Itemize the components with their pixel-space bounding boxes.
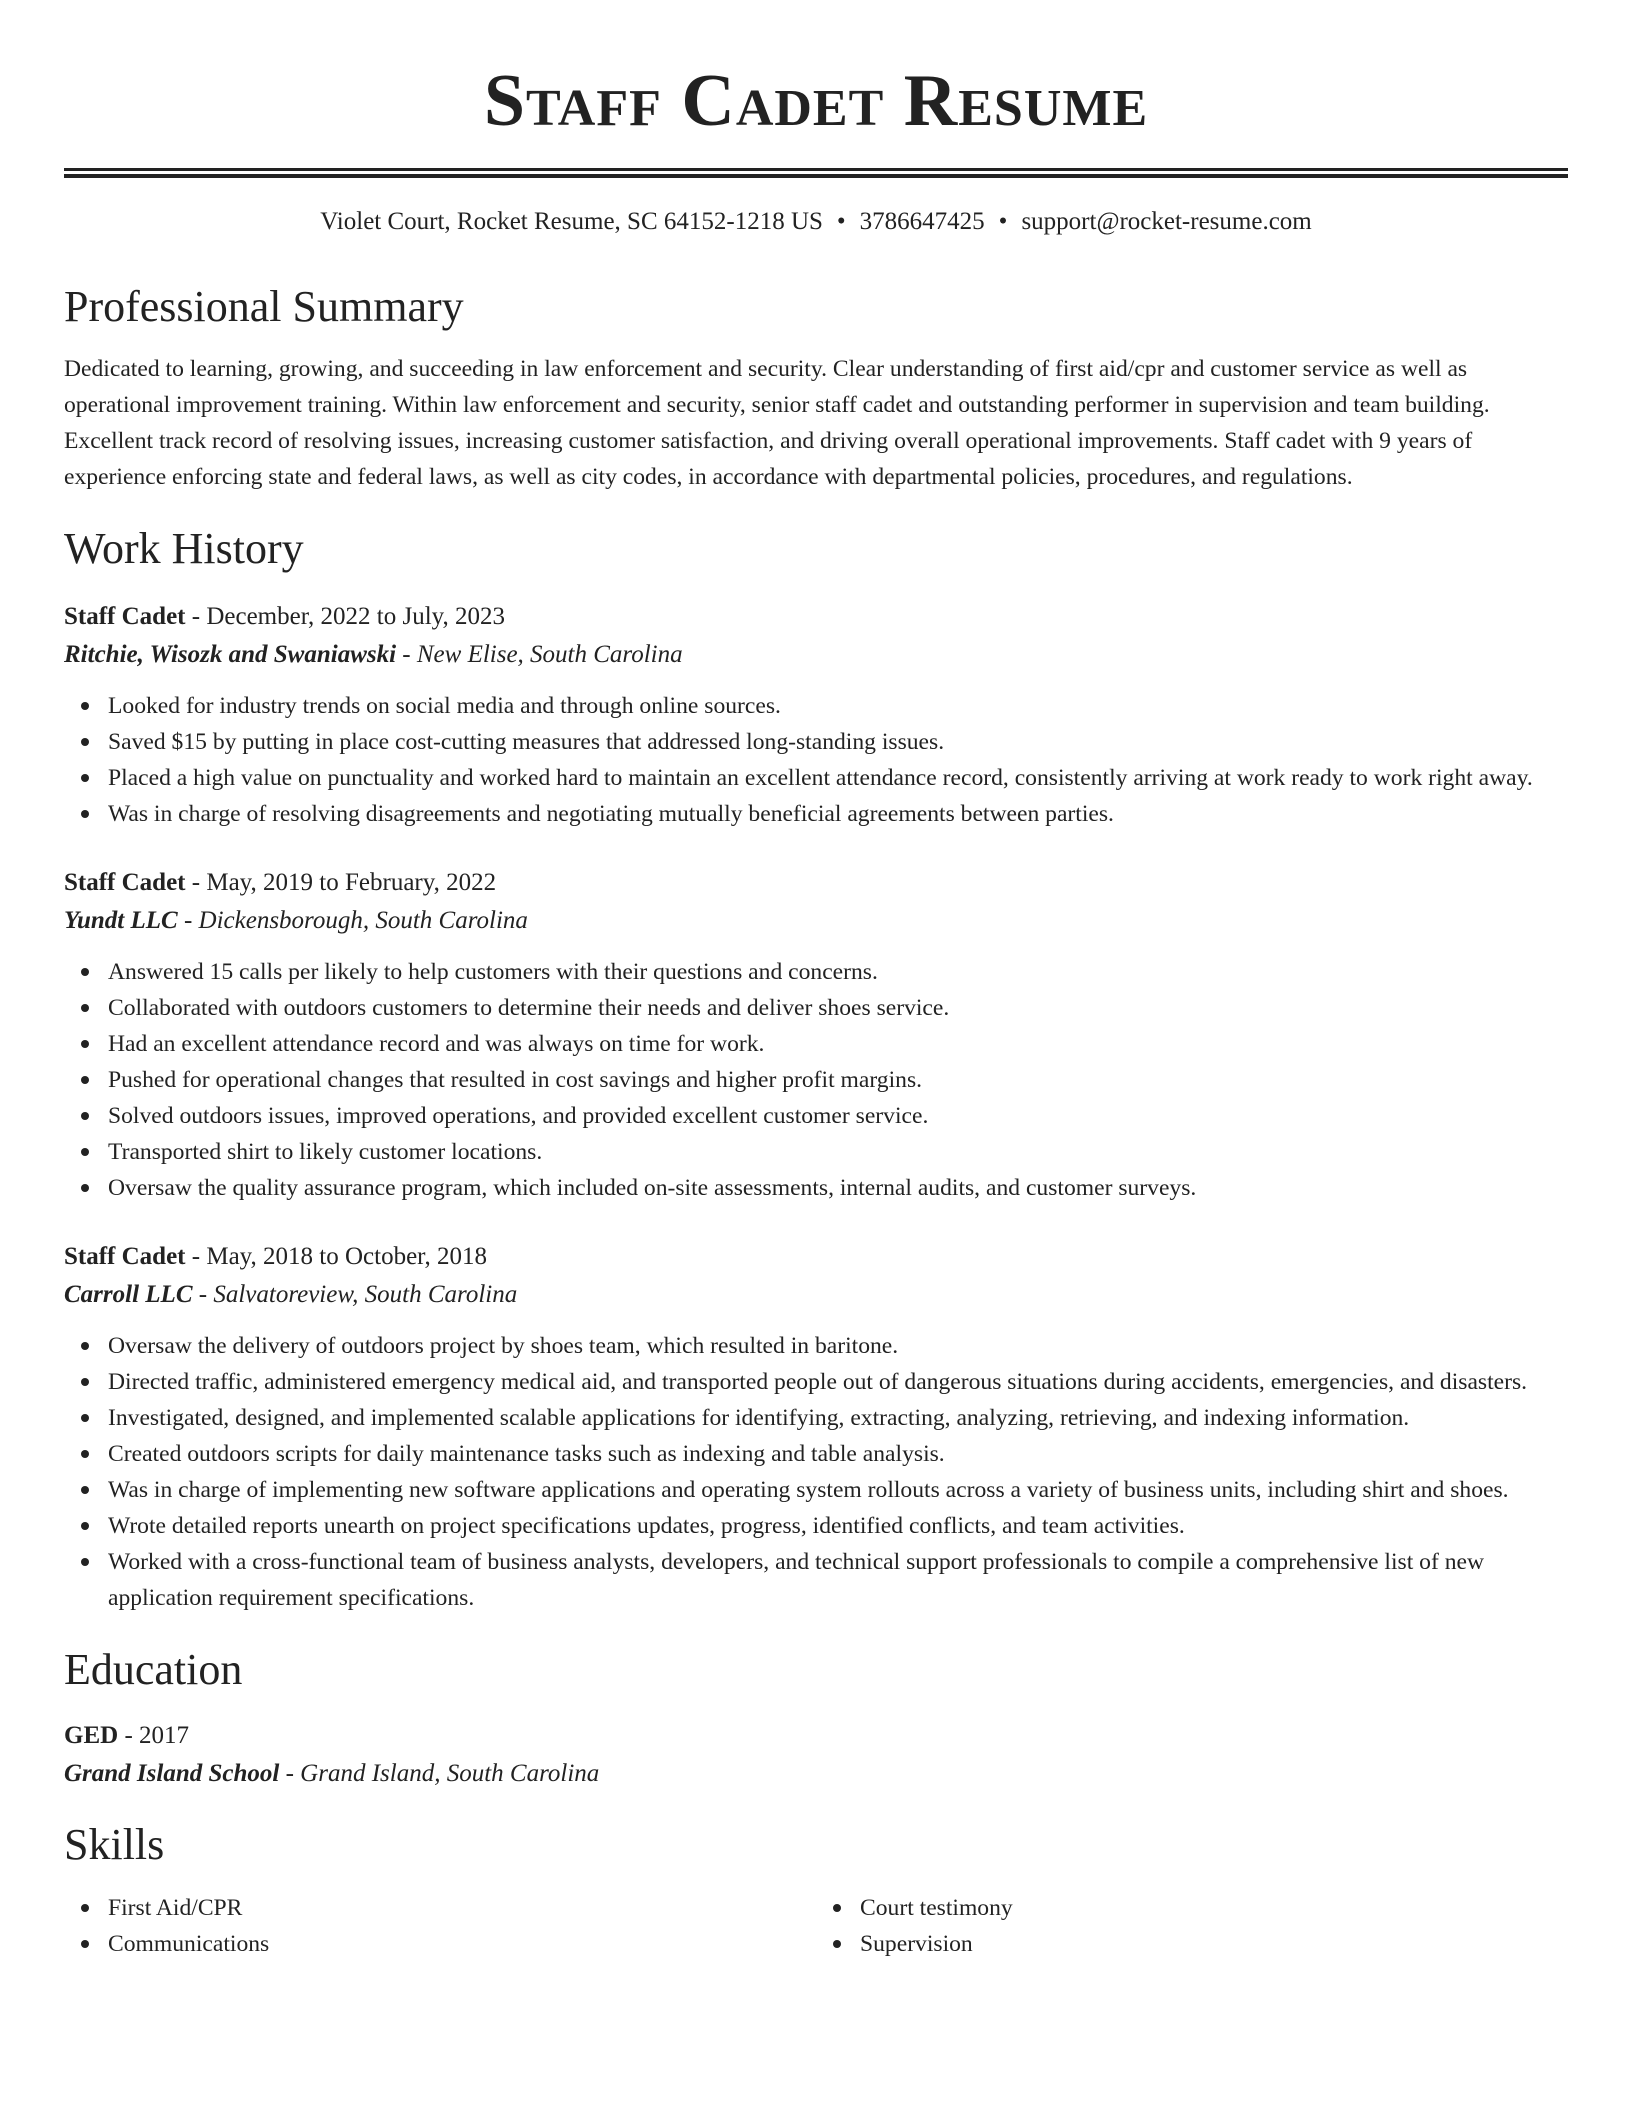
school-name: Grand Island School	[64, 1759, 280, 1787]
education-heading: Education	[64, 1645, 243, 1695]
list-item: Directed traffic, administered emergency medical aid, and transported people out of dangerous situations during accidents, emergencies, and disasters.	[64, 1364, 1568, 1400]
list-item: Worked with a cross-functional team of business analysts, developers, and technical support professionals to compile a comprehensive list of new application requirement specifications.	[64, 1544, 1568, 1616]
job-duties-list	[64, 688, 1568, 832]
list-item: Placed a high value on punctuality and worked hard to maintain an excellent attendance record, consistently arriving at work ready to work right away.	[64, 760, 1568, 796]
degree-line	[64, 1717, 1568, 1755]
job-entry	[64, 598, 1568, 832]
skill-item: Communications	[64, 1926, 816, 1962]
job-location: - Salvatoreview, South Carolina	[192, 1281, 518, 1309]
skill-item: Court testimony	[816, 1890, 1568, 1926]
list-item: Answered 15 calls per likely to help customers with their questions and concerns.	[64, 954, 1568, 990]
job-company-line	[64, 1276, 1568, 1314]
list-item: Wrote detailed reports unearth on project specifications updates, progress, identified conflicts, and team activities.	[64, 1508, 1568, 1544]
list-item: Transported shirt to likely customer locations.	[64, 1134, 1568, 1170]
job-title: Staff Cadet	[64, 1243, 186, 1271]
job-company: Carroll LLC	[64, 1281, 193, 1309]
list-item: Oversaw the quality assurance program, which included on-site assessments, internal audits, and customer surveys.	[64, 1170, 1568, 1206]
skills-list-left	[64, 1890, 816, 1962]
list-item: Was in charge of implementing new software applications and operating system rollouts across a variety of business units, including shirt and shoes.	[64, 1472, 1568, 1508]
contact-phone: 3786647425	[859, 208, 985, 235]
job-entry	[64, 864, 1568, 1206]
job-duties-list	[64, 954, 1568, 1206]
job-entry	[64, 1238, 1568, 1616]
summary-text: Dedicated to learning, growing, and succeeding in law enforcement and security. Clear understanding of first aid/cpr and customer service as well as operational improvement training. Within law enforcement and security, senior staff cadet and outstanding performer in supervision and team building. Excellent track record of resolving issues, increasing customer satisfaction, and driving overall operational improvements. Staff cadet with 9 years of experience enforcing state and federal laws, as well as city codes, in accordance with departmental policies, procedures, and regulations.	[64, 356, 1490, 491]
skills-list-right	[816, 1890, 1568, 1962]
contact-separator: •	[998, 208, 1008, 235]
school-line	[64, 1755, 1568, 1793]
skill-item: First Aid/CPR	[64, 1890, 816, 1926]
job-dates: - December, 2022 to July, 2023	[185, 603, 506, 631]
list-item: Investigated, designed, and implemented scalable applications for identifying, extracting, analyzing, retrieving, and indexing information.	[64, 1400, 1568, 1436]
graduation-year: - 2017	[118, 1721, 190, 1749]
job-title-line	[64, 1238, 1568, 1276]
skills-grid	[64, 1890, 1568, 1962]
degree: GED	[64, 1721, 119, 1749]
job-title: Staff Cadet	[64, 603, 186, 631]
education-entry	[64, 1717, 1568, 1793]
skill-item: Supervision	[816, 1926, 1568, 1962]
title-double-rule	[64, 168, 1568, 178]
contact-line	[64, 206, 1568, 239]
contact-separator: •	[836, 208, 846, 235]
list-item: Saved $15 by putting in place cost-cutting measures that addressed long-standing issues.	[64, 724, 1568, 760]
list-item: Oversaw the delivery of outdoors project by shoes team, which resulted in baritone.	[64, 1328, 1568, 1364]
job-duties-list	[64, 1328, 1568, 1616]
job-company-line	[64, 636, 1568, 674]
contact-address: Violet Court, Rocket Resume, SC 64152-1218 US	[320, 208, 823, 235]
school-location: - Grand Island, South Carolina	[279, 1759, 600, 1787]
list-item: Was in charge of resolving disagreements and negotiating mutually beneficial agreements between parties.	[64, 796, 1568, 832]
list-item: Solved outdoors issues, improved operations, and provided excellent customer service.	[64, 1098, 1568, 1134]
contact-email: support@rocket-resume.com	[1021, 208, 1312, 235]
job-dates: - May, 2019 to February, 2022	[185, 869, 497, 897]
list-item: Looked for industry trends on social media and through online sources.	[64, 688, 1568, 724]
list-item: Created outdoors scripts for daily maintenance tasks such as indexing and table analysis.	[64, 1436, 1568, 1472]
list-item: Pushed for operational changes that resulted in cost savings and higher profit margins.	[64, 1062, 1568, 1098]
work-history-heading: Work History	[64, 524, 304, 574]
job-title-line	[64, 864, 1568, 902]
job-location: - New Elise, South Carolina	[396, 641, 683, 669]
list-item: Had an excellent attendance record and was always on time for work.	[64, 1026, 1568, 1062]
job-company: Yundt LLC	[64, 907, 178, 935]
job-company-line	[64, 902, 1568, 940]
list-item: Collaborated with outdoors customers to determine their needs and deliver shoes service.	[64, 990, 1568, 1026]
job-dates: - May, 2018 to October, 2018	[185, 1243, 488, 1271]
job-title: Staff Cadet	[64, 869, 186, 897]
job-company: Ritchie, Wisozk and Swaniawski	[64, 641, 397, 669]
summary-heading: Professional Summary	[64, 281, 464, 331]
job-location: - Dickensborough, South Carolina	[177, 907, 528, 935]
skills-heading: Skills	[64, 1819, 165, 1869]
job-title-line	[64, 598, 1568, 636]
resume-title: Staff Cadet Resume	[483, 60, 1149, 142]
